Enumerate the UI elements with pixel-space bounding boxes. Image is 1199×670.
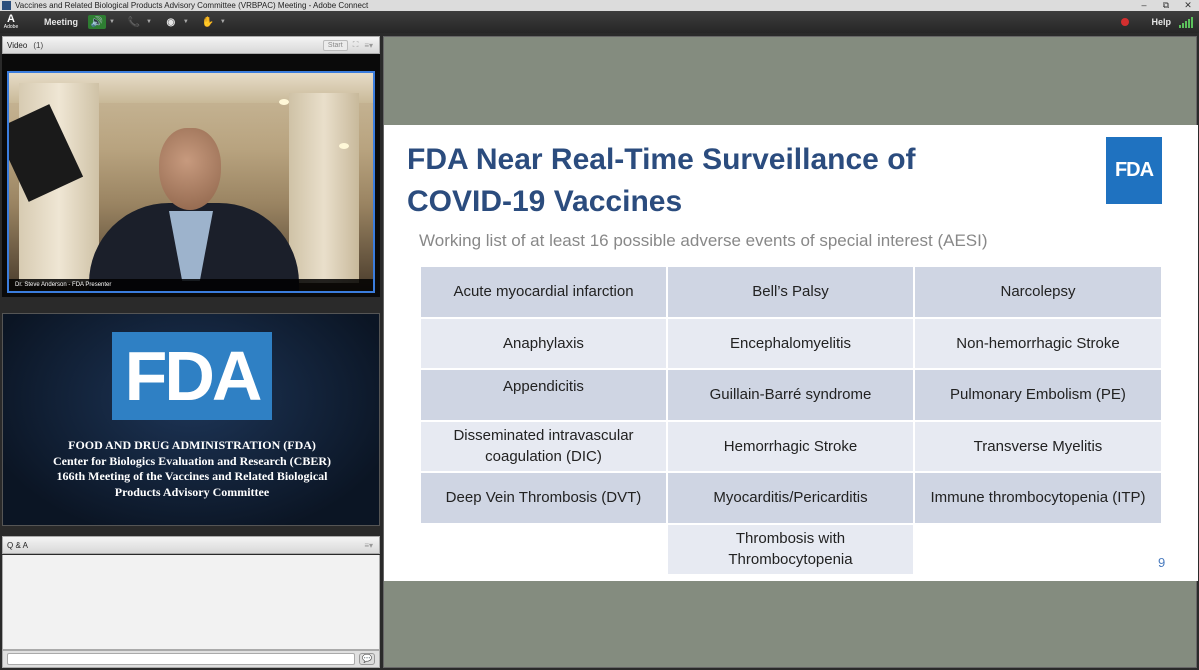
share-pod: [383, 36, 1197, 668]
agency-line: Products Advisory Committee: [114, 484, 270, 499]
chevron-down-icon[interactable]: ▼: [219, 19, 226, 25]
fda-slide-logo: [1106, 137, 1162, 204]
aesi-cell: Deep Vein Thrombosis (DVT): [421, 473, 666, 523]
slide-number: 9: [1158, 555, 1166, 570]
aesi-cell: Transverse Myelitis: [915, 422, 1161, 472]
meeting-menu[interactable]: Meeting: [44, 17, 79, 27]
webcam-icon[interactable]: ◉: [166, 16, 176, 28]
video-pod: [2, 54, 380, 297]
aesi-cell: Guillain-Barré syndrome: [668, 370, 913, 420]
qa-input-row: [2, 650, 380, 668]
slide-title: [407, 139, 1007, 223]
aesi-cell-empty: [915, 525, 1161, 575]
meeting-menubar: [0, 11, 1199, 33]
aesi-cell: Narcolepsy: [915, 267, 1161, 317]
chevron-down-icon[interactable]: ▼: [182, 19, 189, 25]
app-icon: [2, 1, 11, 10]
chevron-down-icon[interactable]: ▼: [109, 19, 115, 25]
webcam-control[interactable]: [162, 15, 189, 29]
phone-control[interactable]: [125, 15, 152, 29]
window-title: Vaccines and Related Biological Products Advisory Committee (VRBPAC) Meeting - Adobe Connect: [15, 1, 369, 10]
close-button[interactable]: ✕: [1184, 0, 1192, 10]
fda-title-slide: [2, 313, 380, 526]
video-pod-title: Video: [7, 40, 28, 50]
help-menu[interactable]: Help: [1151, 17, 1171, 27]
qa-question-input[interactable]: [7, 653, 355, 665]
video-participant-count: (1): [33, 40, 44, 50]
agency-line: FOOD AND DRUG ADMINISTRATION (FDA): [68, 438, 316, 452]
recording-indicator-icon: [1121, 18, 1129, 26]
speaker-icon[interactable]: 🔊: [88, 15, 106, 29]
phone-icon[interactable]: 📞: [127, 16, 141, 28]
chevron-down-icon[interactable]: ▼: [145, 19, 152, 25]
slide-title-line: COVID-19 Vaccines: [407, 185, 683, 218]
qa-pod-header: [2, 536, 380, 554]
presentation-slide: [384, 125, 1198, 581]
adobe-logo: [0, 11, 22, 33]
qa-pod-title: Q & A: [7, 540, 28, 550]
fda-logo-text: FDA: [124, 337, 260, 415]
aesi-cell: Encephalomyelitis: [668, 319, 913, 369]
status-control[interactable]: [199, 15, 226, 29]
qa-message-list: [2, 555, 380, 650]
adobe-logo-text: Adobe: [3, 24, 19, 30]
aesi-cell: Pulmonary Embolism (PE): [915, 370, 1161, 420]
fda-logo: [112, 332, 272, 420]
presenter-name-label: Dr. Steve Anderson - FDA Presenter: [9, 279, 375, 291]
send-icon[interactable]: 💬: [359, 653, 375, 665]
aesi-cell: Anaphylaxis: [421, 319, 666, 369]
slide-title-line: FDA Near Real-Time Surveillance of: [407, 143, 916, 176]
adobe-logo-letter: A: [7, 13, 15, 25]
window-titlebar: [0, 0, 1199, 11]
aesi-cell: Disseminated intravascular coagulation (DIC): [421, 422, 666, 472]
maximize-button[interactable]: ⧉: [1162, 0, 1170, 10]
presenter-video[interactable]: [7, 71, 375, 293]
aesi-cell: Non-hemorrhagic Stroke: [915, 319, 1161, 369]
agency-text: [3, 438, 381, 500]
aesi-cell: Acute myocardial infarction: [421, 267, 666, 317]
speaker-control[interactable]: [88, 15, 115, 29]
slide-subtitle: Working list of at least 16 possible adverse events of special interest (AESI): [419, 231, 988, 250]
aesi-table: [421, 267, 1161, 574]
aesi-cell-empty: [421, 525, 666, 575]
raise-hand-icon[interactable]: ✋: [201, 16, 215, 28]
agency-line: Center for Biologics Evaluation and Research (CBER): [53, 453, 331, 468]
fda-slide-logo-text: FDA: [1114, 159, 1154, 181]
pod-menu-icon[interactable]: ≡▾: [364, 40, 373, 50]
aesi-cell: Thrombosis with Thrombocytopenia: [668, 525, 913, 575]
aesi-cell: Immune thrombocytopenia (ITP): [915, 473, 1161, 523]
fullscreen-icon[interactable]: ⛶: [352, 40, 359, 49]
minimize-button[interactable]: –: [1141, 0, 1147, 10]
video-pod-header: [2, 36, 380, 54]
aesi-cell: Appendicitis: [421, 370, 666, 420]
agency-line: 166th Meeting of the Vaccines and Related Biological: [56, 469, 328, 483]
start-webcam-button[interactable]: Start: [323, 40, 348, 51]
aesi-cell: Hemorrhagic Stroke: [668, 422, 913, 472]
aesi-cell: Bell’s Palsy: [668, 267, 913, 317]
qa-menu-icon[interactable]: ≡▾: [364, 540, 373, 550]
aesi-cell: Myocarditis/Pericarditis: [668, 473, 913, 523]
connection-strength-icon: [1179, 16, 1193, 28]
